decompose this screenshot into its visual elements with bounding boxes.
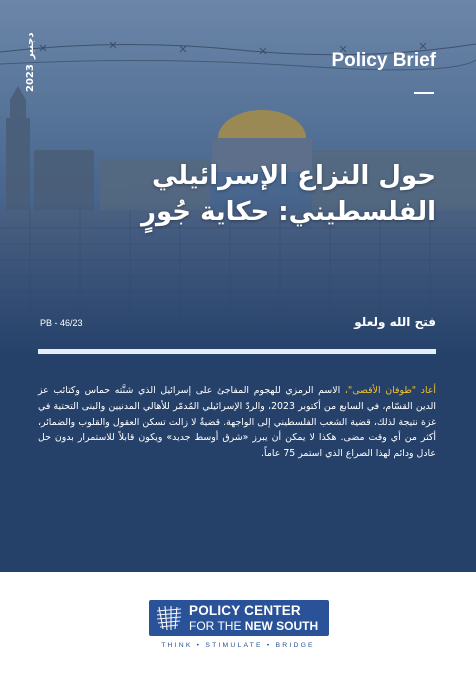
abstract-paragraph bbox=[38, 383, 436, 462]
logo-line-2 bbox=[189, 619, 318, 633]
abstract-lead: أعاد "طوفان الأقصى"، bbox=[344, 385, 436, 396]
policy-center-globe-icon bbox=[155, 605, 183, 631]
series-label: Policy Brief bbox=[331, 50, 436, 71]
section-divider bbox=[38, 349, 436, 354]
publisher-tagline: THINK • STIMULATE • BRIDGE bbox=[161, 642, 315, 649]
logo-line-1: POLICY CENTER bbox=[189, 603, 301, 618]
publisher-logo bbox=[149, 600, 329, 636]
publication-date bbox=[25, 32, 39, 94]
logo-line-2-bold: NEW SOUTH bbox=[244, 619, 319, 633]
publication-number: PB - 46/23 bbox=[40, 318, 83, 328]
logo-line-2-prefix: FOR THE bbox=[189, 619, 245, 633]
abstract-body: الاسم الرمزي للهجوم المفاجئ على إسرائيل الذي شنَّته حماس وكتائب عز الدين القسّام، في السابع من أكتوبر 2023، والردّ الإسرائيلي المُدمّر للأهالي المدنيين والبنى التحتية في غزة نتيجة لذلك، قضية الشعب الفلسطيني إلى الواجهة. قضيةٌ لا زالت تسكن العقول والقلوب والضمائر، أكثر من أي وقت مضى. هكذا لا يمكن أن يبرز «شرق أوسط جديد» ويكون قابلاً للاستمرار بدون حل عادل ودائم لهذا الصراع الذي استمر 75 عاماً. bbox=[38, 385, 436, 460]
publication-date-year: 2023 bbox=[25, 63, 36, 92]
author-name: فتح الله ولعلو bbox=[354, 315, 436, 329]
document-title-line-1: حول النزاع الإسرائيلي bbox=[151, 161, 436, 191]
footer bbox=[0, 572, 476, 674]
document-title-line-2: الفلسطيني: حكاية جُورٍ bbox=[141, 197, 436, 227]
series-rule-divider bbox=[414, 92, 434, 94]
publication-date-month: دجنبر bbox=[25, 32, 36, 59]
document-title bbox=[96, 158, 436, 230]
